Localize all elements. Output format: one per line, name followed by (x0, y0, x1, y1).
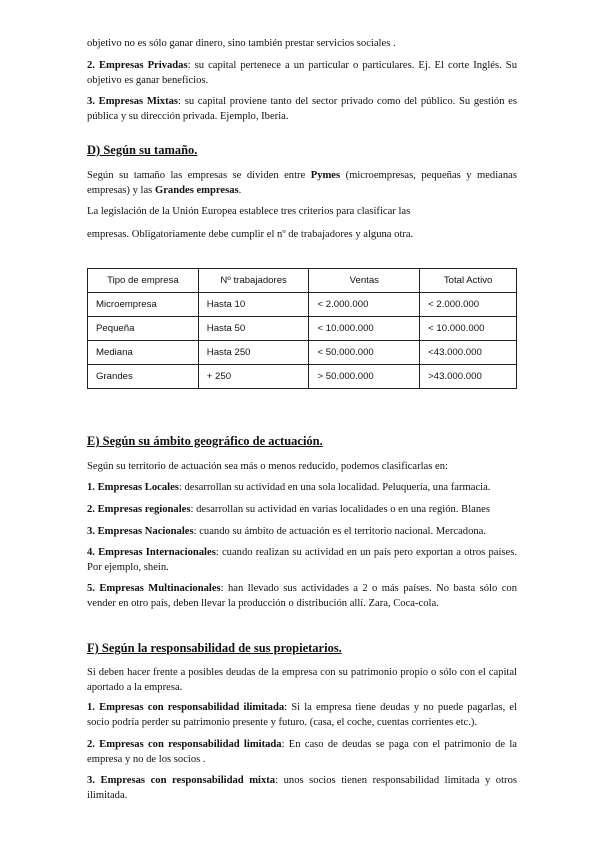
table-row (88, 365, 517, 389)
term-grandes: Grandes empresas (154, 185, 239, 196)
table-cell: > 50.000.000 (309, 365, 420, 389)
table-row (88, 341, 517, 365)
table-header: Nº trabajadores (198, 269, 309, 293)
table-cell: < 2.000.000 (309, 293, 420, 317)
table-cell: Mediana (88, 341, 199, 365)
table-cell: Hasta 250 (198, 341, 309, 365)
table-row (88, 317, 517, 341)
list-item: 3. Empresas con responsabilidad mixta: unos socios tienen responsabilidad limitada y otros ilimitada. (87, 775, 517, 801)
table-cell: Hasta 10 (198, 293, 309, 317)
list-item: 5. Empresas Multinacionales: han llevado sus actividades a 2 o más países. No basta sólo con vender en otro país, deben llevar la producción o distribución allí. Zara, Coca-cola. (87, 583, 517, 609)
table-cell: Microempresa (88, 293, 199, 317)
table-header-row (88, 269, 517, 293)
paragraph-mixtas: 3. Empresas Mixtas: su capital proviene tanto del sector privado como del público. Su gestión es pública y su dirección privada. Ejemplo, Iberia. (87, 96, 518, 122)
table-header: Tipo de empresa (88, 269, 199, 293)
term-pymes: Pymes (310, 170, 341, 181)
table-row (88, 293, 517, 317)
table-cell: <43.000.000 (420, 341, 517, 365)
table-cell: < 50.000.000 (309, 341, 420, 365)
paragraph-privadas: 2. Empresas Privadas: su capital pertenece a un particular o particulares. Ej. El corte Inglés. Su objetivo es ganar beneficios. (87, 60, 517, 86)
paragraph-responsabilidad: Si deben hacer frente a posibles deudas de la empresa con su patrimonio propio o sólo con el capital aportado a la empresa. (87, 667, 517, 693)
term-privadas: 2. Empresas Privadas (87, 60, 188, 71)
table-header: Total Activo (420, 269, 517, 293)
list-item: 2. Empresas con responsabilidad limitada: En caso de deudas se paga con el patrimonio de la empresa y no de los socios . (87, 739, 517, 765)
paragraph-criterios: empresas. Obligatoriamente debe cumplir el nº de trabajadores y alguna otra. (87, 229, 414, 240)
paragraph-legislacion: La legislación de la Unión Europea establece tres criterios para clasificar las (87, 206, 411, 217)
list-item: 1. Empresas Locales: desarrollan su actividad en una sola localidad. Peluquería, una farmacia. (87, 482, 491, 493)
term-mixtas: 3. Empresas Mixtas (87, 96, 179, 107)
list-item: 4. Empresas Internacionales: cuando realizan su actividad en un país pero exportan a otros países. Por ejemplo, shein. (87, 547, 517, 573)
list-item: 1. Empresas con responsabilidad ilimitada: Si la empresa tiene deudas y no puede pagarlas, el socio podría perder su patrimonio presente y futuro. (casa, el coche, cuentas corrientes etc.). (87, 702, 518, 728)
company-size-table (87, 268, 517, 389)
table-header: Ventas (309, 269, 420, 293)
heading-section-f: F) Según la responsabilidad de sus propietarios. (87, 641, 342, 655)
table-cell: + 250 (198, 365, 309, 389)
list-item: 3. Empresas Nacionales: cuando su ámbito de actuación es el territorio nacional. Mercadona. (87, 526, 487, 537)
table-cell: < 10.000.000 (420, 317, 517, 341)
list-item: 2. Empresas regionales: desarrollan su actividad en varias localidades o en una región. Blanes (87, 504, 490, 515)
table-cell: Hasta 50 (198, 317, 309, 341)
table-cell: >43.000.000 (420, 365, 517, 389)
table-cell: < 2.000.000 (420, 293, 517, 317)
table-cell: < 10.000.000 (309, 317, 420, 341)
heading-section-d: D) Según su tamaño. (87, 143, 198, 157)
heading-section-e: E) Según su ámbito geográfico de actuación. (87, 434, 323, 448)
paragraph-tamano: Según su tamaño las empresas se dividen entre Pymes (microempresas, pequeñas y medianas empresas) y las Grandes empresas. (87, 170, 517, 196)
intro-line: objetivo no es sólo ganar dinero, sino también prestar servicios sociales . (87, 38, 396, 49)
table-cell: Grandes (88, 365, 199, 389)
table-cell: Pequeña (88, 317, 199, 341)
paragraph-territorio: Según su territorio de actuación sea más o menos reducido, podemos clasificarlas en: (87, 461, 448, 472)
